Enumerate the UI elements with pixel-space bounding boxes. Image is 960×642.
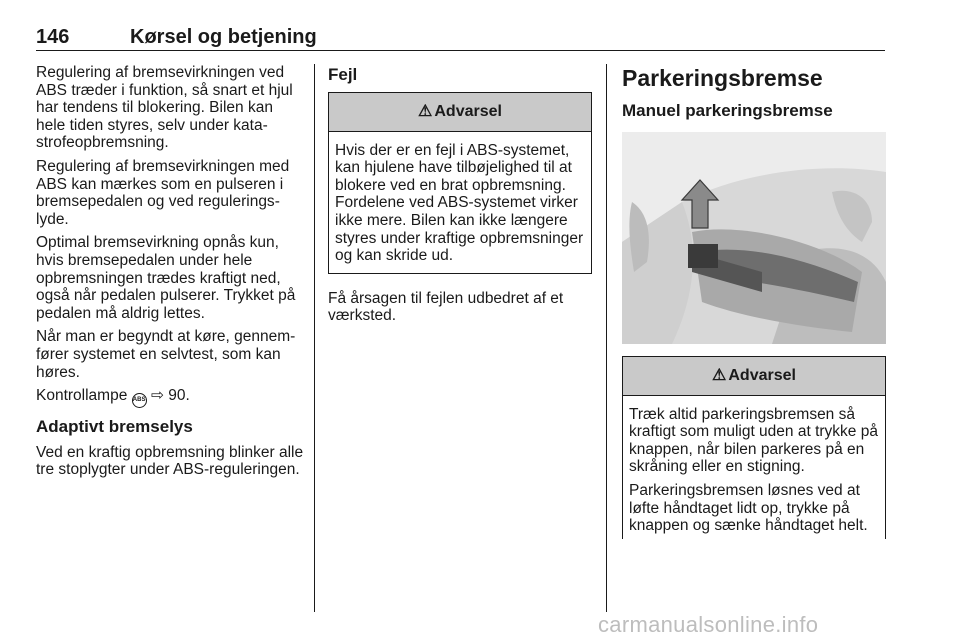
page-ref-arrow-icon: ⇨ [150,387,164,405]
warning-body [329,132,591,273]
subheading: Adaptivt bremselys [36,417,193,437]
indicator-label: Kontrollampe [36,387,128,405]
warning-text: Parkeringsbremsen løsnes ved at løfte håndtaget lidt op, trykke på knappen og sænke håndtaget helt. [629,481,868,535]
warning-header [329,93,591,132]
parking-brake-photo [622,132,886,344]
warning-title: Advarsel [728,366,796,384]
paragraph: Når man er begyndt at køre, gennemfører systemet en selvtest, som kan høres. [36,328,296,381]
warning-box [622,356,886,539]
chapter-title: Kørsel og betjening [130,26,317,48]
column-divider-1 [314,64,315,612]
warning-title: Advarsel [434,102,502,120]
indicator-reference [36,387,304,408]
section-subtitle: Manuel parkeringsbremse [622,101,833,120]
column-parking-brake [622,64,886,539]
warning-body [623,396,885,539]
section-heading: Fejl [328,65,358,84]
warning-header [623,357,885,396]
paragraph: Optimal bremsevirkning opnås kun, hvis bremsepedalen under hele opbremsningen trædes kraftigt ned, også når pedalen pulserer. Trykket på pedalen må aldrig lettes. [36,234,296,322]
warning-box [328,92,592,274]
paragraph: Regulering af bremsevirkningen med ABS kan mærkes som en pulseren i bremsepedalen og ved reguleringslyde. [36,157,290,228]
page-number: 146 [36,26,70,48]
warning-triangle-icon: ⚠ [418,102,433,120]
warning-text: Træk altid parkeringsbremsen så kraftigt som muligt uden at trykke på knappen, når bilen parkeres på en skråning eller en stigning. [629,405,878,476]
paragraph: Ved en kraftig opbremsning blinker alle tre stoplygter under ABS-reguleringen. [36,443,304,479]
page-ref: 90. [168,387,190,405]
column-fault [328,64,592,331]
paragraph: Få årsagen til fejlen udbedret af et værksted. [328,289,564,325]
column-abs [36,64,304,485]
page-header [36,24,885,51]
column-divider-2 [606,64,607,612]
paragraph: Regulering af bremsevirkningen ved ABS træder i funktion, så snart et hjul har tendens til blokering. Bilen kan hele tiden styres, selv under katastrofeopbremsning. [36,64,293,152]
section-title: Parkeringsbremse [622,65,823,91]
abs-warning-icon: ABS [132,393,147,408]
warning-triangle-icon: ⚠ [712,366,727,384]
warning-text: Hvis der er en fejl i ABS-systemet, kan hjulene have tilbøjelighed til at blokere ved en brat opbremsning. Fordelene ved ABS-systemet virker ikke mere. Bilen kan ikke længere styres under kraftige opbremsninger og kan skride ud. [335,141,584,265]
watermark: carmanualsonline.info [598,612,819,637]
